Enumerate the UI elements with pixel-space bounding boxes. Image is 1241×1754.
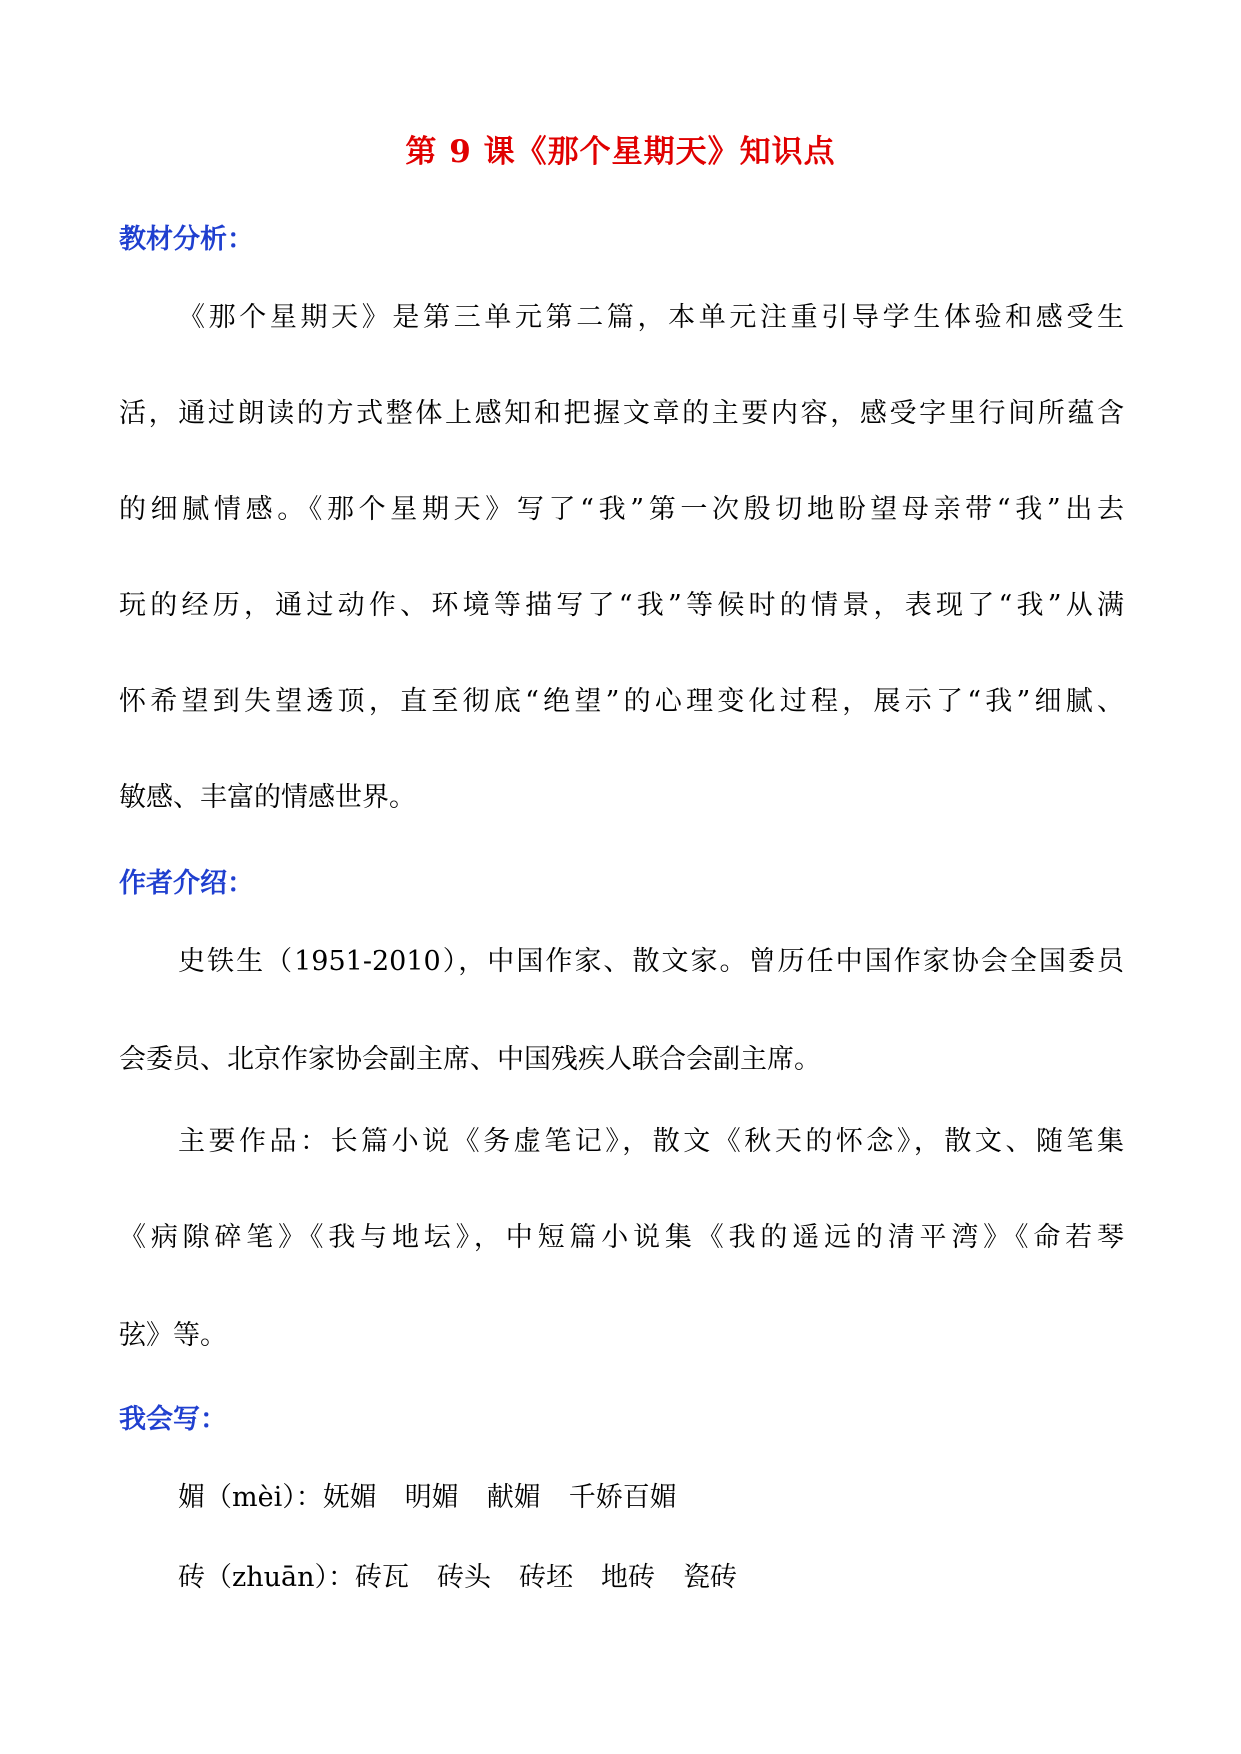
word: 妩媚	[322, 1482, 377, 1513]
word: 千娇百媚	[568, 1482, 677, 1513]
character-pinyin: 媚（mèi）：	[178, 1482, 323, 1513]
author-line: 会委员、北京作家协会副主席、中国残疾人联合会副主席。	[119, 1044, 821, 1075]
analysis-line: 《那个星期天》是第三单元第二篇，本单元注重引导学生体验和感受生	[178, 302, 1124, 333]
word: 明媚	[404, 1482, 459, 1513]
word: 献媚	[486, 1482, 541, 1513]
analysis-line: 怀希望到失望透顶，直至彻底“绝望”的心理变化过程，展示了“我”细腻、	[119, 686, 1124, 717]
author-line: 《病隙碎笔》《我与地坛》，中短篇小说集《我的遥远的清平湾》《命若琴	[119, 1222, 1124, 1253]
author-line: 主要作品：长篇小说《务虚笔记》，散文《秋天的怀念》，散文、随笔集	[178, 1126, 1124, 1157]
word: 地砖	[601, 1562, 655, 1593]
analysis-heading: 教材分析：	[119, 224, 254, 255]
writing-heading: 我会写：	[119, 1404, 227, 1435]
word: 砖坯	[519, 1562, 573, 1593]
word: 瓷砖	[683, 1562, 737, 1593]
word: 砖头	[437, 1562, 491, 1593]
character-pinyin: 砖（zhuān）：	[178, 1562, 355, 1593]
author-line: 史铁生（1951-2010），中国作家、散文家。曾历任中国作家协会全国委员	[178, 946, 1124, 977]
analysis-line: 敏感、丰富的情感世界。	[119, 782, 416, 813]
page-title: 第 9 课《那个星期天》知识点	[405, 134, 836, 170]
analysis-line: 玩的经历，通过动作、环境等描写了“我”等候时的情景，表现了“我”从满	[119, 590, 1124, 621]
analysis-line: 的细腻情感。《那个星期天》写了“我”第一次殷切地盼望母亲带“我”出去	[119, 494, 1124, 525]
word-row	[178, 1558, 737, 1598]
word-row	[178, 1478, 677, 1518]
author-line: 弦》等。	[119, 1320, 227, 1351]
analysis-line: 活，通过朗读的方式整体上感知和把握文章的主要内容，感受字里行间所蕴含	[119, 398, 1124, 429]
author-heading: 作者介绍：	[119, 868, 254, 899]
word: 砖瓦	[355, 1562, 409, 1593]
